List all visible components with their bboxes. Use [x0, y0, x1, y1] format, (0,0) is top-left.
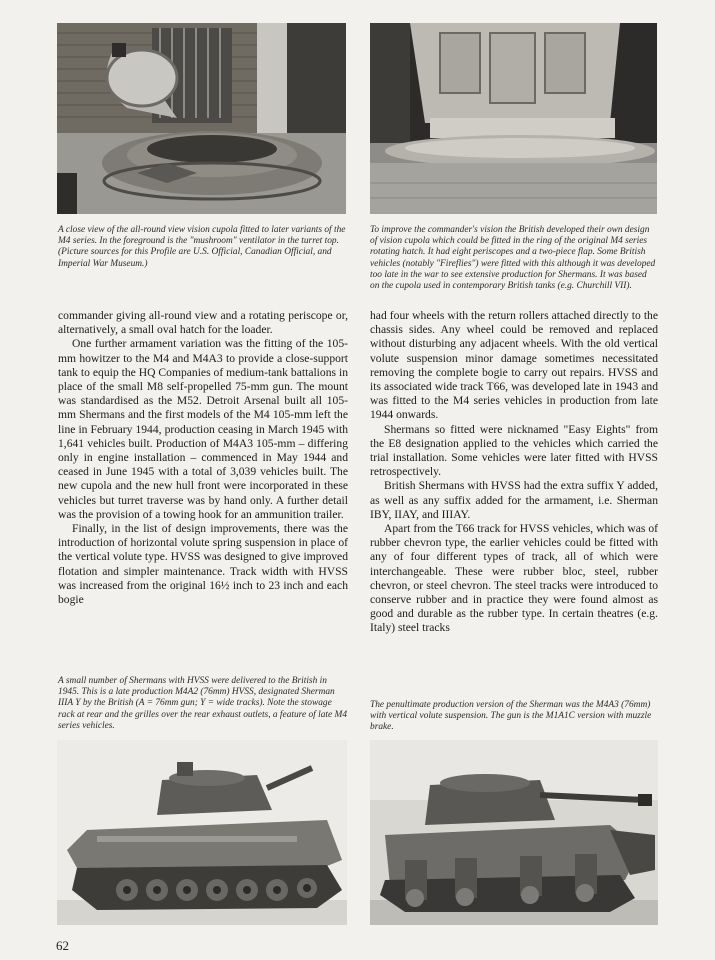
paragraph: Finally, in the list of design improvements, there was the introduction of horizontal volute spring suspension in place of the vertical volute type. HVSS was designed to give improved flotation and simpler maintenance. Track width with HVSS was increased from the original 16½ inch to 23 inch and each bogie	[58, 522, 348, 607]
body-right-column	[370, 309, 658, 636]
caption-top-right: To improve the commander's vision the British developed their own design of vision cupola which could be fitted in the ring of the original M4 series rotating hatch. It had eight periscopes and a two-piece flap. Some British vehicles (notably "Fireflies") were fitted with this although it was developed too late in the war to see extensive production for Shermans. It was based on the cupola used in contemporary British tanks (e.g. Churchill VII).	[370, 225, 656, 292]
paragraph: Shermans so fitted were nicknamed "Easy Eights" from the E8 designation applied to the vehicles which carried the trial installation. Some vehicles were later fitted with HVSS retrospectively.	[370, 422, 658, 479]
caption-bottom-left: A small number of Shermans with HVSS were delivered to the British in 1945. This is a late production M4A2 (76mm) HVSS, designated Sherman IIIA Y by the British (A = 76mm gun; Y = wide tracks). Note the stowage rack at rear and the grilles over the rear exhaust outlets, a feature of late M4 series vehicles.	[58, 676, 348, 731]
photo-british-cupola	[370, 23, 657, 214]
paragraph: commander giving all-round view and a rotating periscope or, alternatively, a small oval hatch for the loader.	[58, 309, 348, 337]
caption-top-left: A close view of the all-round view vision cupola fitted to later variants of the M4 series. In the foreground is the "mushroom" ventilator in the turret top. (Picture sources for this Profile are U.S. Official, Canadian Official, and Imperial War Museum.)	[58, 225, 346, 269]
page-number: 62	[56, 938, 69, 953]
caption-bottom-right: The penultimate production version of the Sherman was the M4A3 (76mm) with vertical volute suspension. The gun is the M1A1C version with muzzle brake.	[370, 700, 652, 733]
photo-sherman-hvss	[57, 740, 347, 925]
paragraph: had four wheels with the return rollers attached directly to the chassis sides. Any wheel could be removed and replaced without disturbing any adjacent wheels. With the old vertical volute suspension minor damage sometimes necessitated removing the complete bogie to carry out repairs. HVSS and its associated wide track T66, was developed late in 1943 and was fitted to the M4 series vehicles in production from late 1944 onwards.	[370, 309, 658, 422]
paragraph: One further armament variation was the fitting of the 105-mm howitzer to the M4 and M4A3 to provide a close-support tank to equip the HQ Companies of medium-tank battalions in place of the small M8 self-propelled 75-mm gun. The mount was standardised as the M52. Detroit Arsenal built all 105-mm Shermans and the first models of the M4 105-mm left the line in February 1944, production ceasing in March 1945 with 1,641 vehicles built. Production of M4A3 105-mm – differing only in engine installation – commenced in May 1944 and ceased in June 1945 with a total of 3,039 vehicles built. The new cupola and the new hull front were incorporated in these vehicles but turret traverse was by hand only. A further detail was the provision of a towing hook for an ammunition trailer.	[58, 337, 348, 521]
body-left-column	[58, 309, 348, 607]
paragraph: British Shermans with HVSS had the extra suffix Y added, as well as any suffix added for the armament, i.e. Sherman IBY, IIAY, and IIIAY.	[370, 479, 658, 521]
photo-m4a3-76mm	[370, 740, 658, 925]
paragraph: Apart from the T66 track for HVSS vehicles, which was of rubber chevron type, the earlier vehicles could be fitted with any of four different types of track, all of which were interchangeable. These were rubber bloc, steel, rubber chevron, or steel chevron. The steel tracks were introduced to conserve rubber and in practice they were found almost as good and durable as the rubber type. In certain theatres (e.g. Italy) steel tracks	[370, 522, 658, 635]
photo-cupola-closeup	[57, 23, 346, 214]
